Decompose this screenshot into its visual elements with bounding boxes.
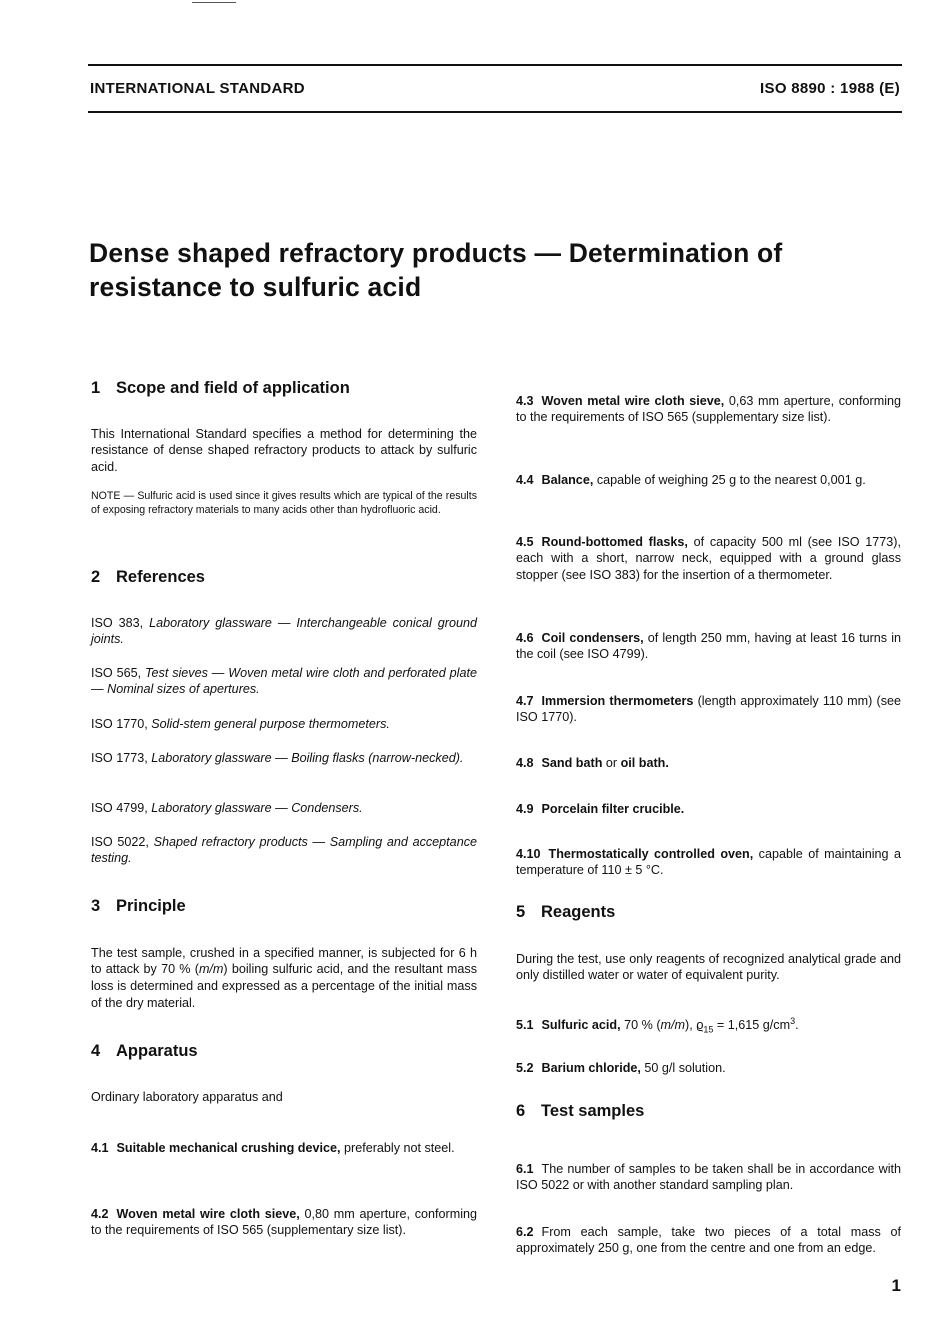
- apparatus-4-4: 4.4 Balance, capable of weighing 25 g to the nearest 0,001 g.: [516, 472, 866, 487]
- apparatus-4-5: 4.5 Round-bottomed flasks, of capacity 500 ml (see ISO 1773), each with a short, narrow neck, equipped with a ground glass stopper (see ISO 383) for the insertion of a thermometer.: [516, 534, 901, 583]
- apparatus-4-10: 4.10 Thermostatically controlled oven, capable of maintaining a temperature of 110 ± 5 °C.: [516, 846, 901, 878]
- page-number: 1: [891, 1276, 901, 1295]
- reference-iso-5022: ISO 5022, Shaped refractory products — Sampling and acceptance testing.: [91, 834, 477, 866]
- reagent-5-2: 5.2 Barium chloride, 50 g/l solution.: [516, 1060, 726, 1075]
- section-4-intro: Ordinary laboratory apparatus and: [91, 1089, 283, 1104]
- header-bottom-rule: [88, 111, 902, 113]
- section-5-text: During the test, use only reagents of recognized analytical grade and only distilled water or water of equivalent purity.: [516, 951, 901, 983]
- reference-iso-565: ISO 565, Test sieves — Woven metal wire cloth and perforated plate — Nominal sizes of apertures.: [91, 665, 477, 697]
- header-top-rule: [88, 64, 902, 66]
- top-scan-mark: [192, 2, 236, 3]
- header-standard-label: INTERNATIONAL STANDARD: [90, 80, 305, 97]
- apparatus-4-6: 4.6 Coil condensers, of length 250 mm, having at least 16 turns in the coil (see ISO 4799).: [516, 630, 902, 662]
- title-line-1: Dense shaped refractory products — Determination of: [89, 238, 783, 268]
- apparatus-4-1: 4.1 Suitable mechanical crushing device, preferably not steel.: [91, 1140, 455, 1155]
- section-1-heading: 1 Scope and field of application: [91, 379, 350, 397]
- reference-iso-383: ISO 383, Laboratory glassware — Interchangeable conical ground joints.: [91, 615, 477, 647]
- section-6-heading: 6 Test samples: [516, 1102, 645, 1120]
- title-line-2: resistance to sulfuric acid: [89, 272, 422, 302]
- section-2-heading: 2 References: [91, 568, 205, 586]
- section-4-heading: 4 Apparatus: [91, 1042, 198, 1060]
- section-5-heading: 5 Reagents: [516, 903, 616, 921]
- apparatus-4-7: 4.7 Immersion thermometers (length approximately 110 mm) (see ISO 1770).: [516, 693, 902, 725]
- apparatus-4-8: 4.8 Sand bath or oil bath.: [516, 755, 669, 770]
- page-header: [90, 80, 900, 97]
- header-standard-number: ISO 8890 : 1988 (E): [760, 80, 900, 97]
- section-1-text: This International Standard specifies a method for determining the resistance of dense shaped refractory products to attack by sulfuric acid.: [91, 426, 477, 475]
- reference-iso-1773: ISO 1773, Laboratory glassware — Boiling flasks (narrow-necked).: [91, 750, 464, 765]
- test-sample-6-1: 6.1 The number of samples to be taken shall be in accordance with ISO 5022 or with another standard sampling plan.: [516, 1161, 901, 1193]
- reagent-5-1: 5.1 Sulfuric acid, 70 % (m/m), $ϱ_{15} = 1,615$ $g/cm^3$.: [516, 1015, 799, 1035]
- section-3-heading: 3 Principle: [91, 897, 186, 915]
- test-sample-6-2: 6.2 From each sample, take two pieces of a total mass of approximately 250 g, one from the centre and one from an edge.: [516, 1224, 901, 1256]
- section-1-note: NOTE — Sulfuric acid is used since it gives results which are typical of the results of exposing refractory materials to many acids other than hydrofluoric acid.: [91, 489, 477, 517]
- section-3-text: The test sample, crushed in a specified manner, is subjected for 6 h to attack by 70 % (m/m) boiling sulfuric acid, and the resultant mass loss is determined and expressed as a percentage of the initial mass of the dry material.: [91, 945, 477, 1010]
- apparatus-4-9: 4.9 Porcelain filter crucible.: [516, 801, 685, 816]
- apparatus-4-3: 4.3 Woven metal wire cloth sieve, 0,63 mm aperture, conforming to the requirements of ISO 565 (supplementary size list).: [516, 393, 902, 425]
- apparatus-4-2: 4.2 Woven metal wire cloth sieve, 0,80 mm aperture, conforming to the requirements of ISO 565 (supplementary size list).: [91, 1206, 478, 1238]
- reference-iso-4799: ISO 4799, Laboratory glassware — Condensers.: [91, 800, 363, 815]
- reference-iso-1770: ISO 1770, Solid-stem general purpose thermometers.: [91, 716, 390, 731]
- document-title: [89, 236, 889, 304]
